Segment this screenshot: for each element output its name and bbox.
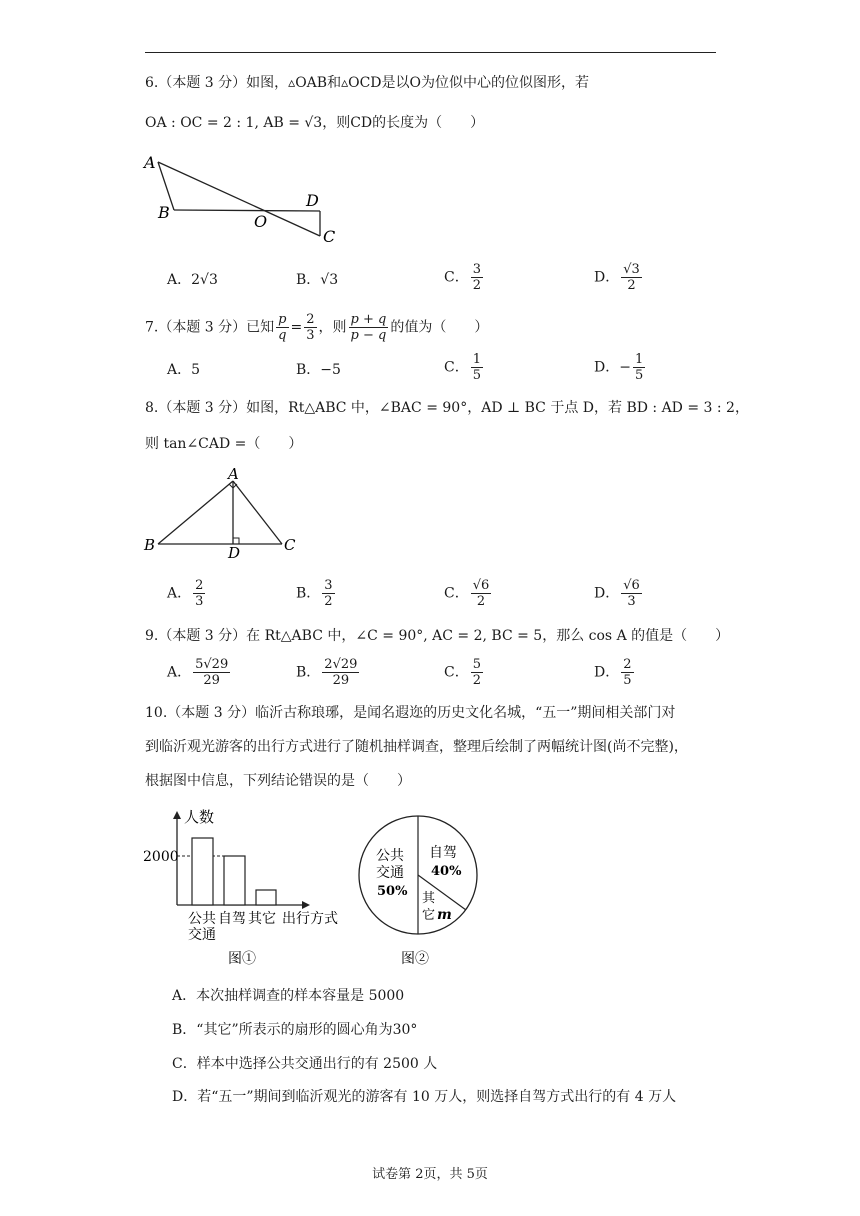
q6-label-a: A — [144, 153, 156, 172]
bar-public-transit — [192, 838, 213, 905]
bar-cat-0-l1: 公共 — [188, 911, 216, 927]
q6-option-b: B．√3 — [296, 272, 339, 288]
pie-label-other-l2: 它 — [422, 908, 436, 923]
page-footer: 试卷第 2页，共 5页 — [372, 1167, 488, 1182]
q7-option-b: B．−5 — [296, 362, 341, 378]
q10-pie-chart — [355, 805, 495, 970]
pie-label-other-l1: 其 — [422, 891, 436, 906]
q6-label-o: O — [254, 212, 268, 231]
q8-line2: 则 tan∠CAD =（ ） — [145, 436, 303, 452]
q10-option-a: A．本次抽样调查的样本容量是 5000 — [172, 988, 405, 1004]
pie-value-self: 40% — [431, 864, 462, 879]
bar-caption: 图① — [228, 951, 256, 967]
q8-label-a: A — [228, 466, 239, 483]
q9-line1: 9.（本题 3 分）在 Rt△ABC 中，∠C = 90°, AC = 2, BC = 5，那么 cos A 的值是（ ） — [145, 628, 730, 644]
q7-option-c: C． $\frac{1}{5}$ — [444, 352, 481, 383]
q9-option-b: B． $\frac{2√29}{29}$ — [296, 657, 358, 688]
header-rule — [145, 52, 716, 53]
q8-option-a: A． $\frac{2}{3}$ — [167, 578, 204, 609]
q10-option-d: D．若“五一”期间到临沂观光的游客有 10 万人，则选择自驾方式出行的有 4 万人 — [172, 1089, 677, 1105]
q6-option-a: A．2√3 — [167, 272, 218, 288]
q9-option-c: C． $\frac{5}{2}$ — [444, 657, 481, 688]
bar-cat-1-l1: 自驾 — [218, 911, 246, 927]
q10-bar-chart — [140, 805, 350, 970]
q8-option-b: B． $\frac{3}{2}$ — [296, 578, 333, 609]
pie-label-public-l2: 交通 — [376, 865, 404, 881]
q8-label-d: D — [228, 544, 241, 562]
bar-cat-0-l2: 交通 — [188, 927, 216, 943]
bar-ylabel: 人数 — [184, 808, 215, 826]
bar-other — [256, 890, 276, 905]
q6-label-b: B — [158, 203, 170, 222]
q10-line3: 根据图中信息，下列结论错误的是（ ） — [145, 773, 411, 789]
q9-option-d: D． $\frac{2}{5}$ — [594, 657, 632, 688]
q7-option-a: A．5 — [167, 362, 201, 378]
bar-cat-2-l1: 其它 — [248, 911, 276, 927]
q10-line1: 10.（本题 3 分）临沂古称琅琊，是闻名遐迩的历史文化名城，“五一”期间相关部门对 — [145, 705, 676, 721]
q8-option-d: D． $\frac{√6}{3}$ — [594, 578, 640, 609]
bar-self-drive — [224, 856, 245, 905]
bar-xlabel: 出行方式 — [282, 911, 338, 927]
q8-label-b: B — [144, 536, 156, 554]
q10-option-b: B．“其它”所表示的扇形的圆心角为30° — [172, 1022, 418, 1038]
pie-value-public: 50% — [377, 884, 408, 899]
q8-figure — [140, 466, 310, 562]
pie-label-public-l1: 公共 — [376, 848, 404, 864]
q10-line2: 到临沂观光游客的出行方式进行了随机抽样调查，整理后绘制了两幅统计图(尚不完整)， — [145, 739, 688, 755]
q8-label-c: C — [284, 536, 296, 554]
q6-figure — [140, 150, 350, 250]
q7-option-d: D．− $\frac{1}{5}$ — [594, 352, 644, 383]
q8-option-c: C． $\frac{√6}{2}$ — [444, 578, 490, 609]
bar-ytick: 2000 — [143, 849, 179, 865]
q6-option-d: D． $\frac{√3}{2}$ — [594, 262, 640, 293]
q8-line1: 8.（本题 3 分）如图，Rt△ABC 中，∠BAC = 90°，AD ⊥ BC 于点 D，若 BD : AD = 3 : 2， — [145, 400, 749, 416]
q6-label-c: C — [323, 227, 336, 246]
q6-line2: OA : OC = 2 : 1, AB = √3，则CD的长度为（ ） — [145, 115, 485, 131]
q9-option-a: A． $\frac{5√29}{29}$ — [167, 657, 229, 688]
q6-option-c: C． $\frac{3}{2}$ — [444, 262, 481, 293]
q6-label-d: D — [306, 191, 319, 210]
q7-line1: 7.（本题 3 分）已知 $\frac{p}{q}$ = $\frac{2}{3}$ ，则 $\frac{p + q}{p - q}$ 的值为（ ） — [145, 312, 489, 343]
pie-label-self: 自驾 — [429, 845, 457, 861]
q10-option-c: C．样本中选择公共交通出行的有 2500 人 — [172, 1056, 438, 1072]
pie-caption: 图② — [401, 951, 429, 967]
pie-value-other: m — [437, 907, 452, 923]
q6-line1: 6.（本题 3 分）如图，▵OAB和▵OCD是以O为位似中心的位似图形，若 — [145, 75, 589, 91]
